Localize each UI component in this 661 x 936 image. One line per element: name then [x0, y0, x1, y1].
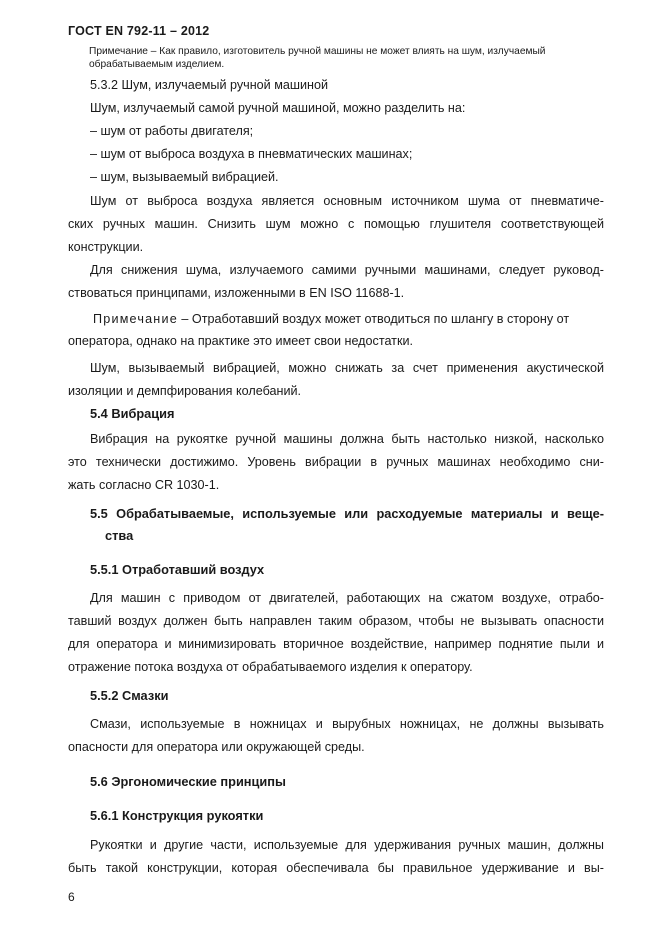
- paragraph-line: Смази, используемые в ножницах и вырубных ножницах, не должны вызывать: [90, 717, 604, 731]
- paragraph-line: ских ручных машин. Снизить шум можно с помощью глушителя соответствующей: [68, 217, 604, 231]
- note-manufacturer: Примечание – Как правило, изготовитель ручной машины не может влиять на шум, излучаемый обрабатываемым изделием.: [89, 46, 546, 70]
- section-5-4-title: 5.4 Вибрация: [90, 406, 175, 421]
- note-exhaust: [93, 308, 604, 331]
- list-item: – шум от выброса воздуха в пневматических машинах;: [90, 147, 413, 161]
- section-5-5-title: 5.5 Обрабатываемые, используемые или расходуемые материалы и веще-: [90, 506, 604, 521]
- paragraph-line: быть такой конструкции, которая обеспечивала бы правильное удерживание и вы-: [68, 861, 604, 875]
- section-5-3-2-title: 5.3.2 Шум, излучаемый ручной машиной: [90, 78, 328, 92]
- paragraph-line: опасности для оператора или окружающей среды.: [68, 740, 365, 754]
- paragraph-line: Рукоятки и другие части, используемые для удерживания ручных машин, должны: [90, 838, 604, 852]
- section-5-5-1-title: 5.5.1 Отработавший воздух: [90, 562, 265, 577]
- paragraph-line: Для машин с приводом от двигателей, работающих на сжатом воздухе, отрабо-: [90, 591, 604, 605]
- section-5-5-title-cont: ства: [105, 528, 134, 543]
- list-item: – шум, вызываемый вибрацией.: [90, 170, 279, 184]
- paragraph-line: Шум, вызываемый вибрацией, можно снижать за счет применения акустической: [90, 361, 604, 375]
- section-5-6-title: 5.6 Эргономические принципы: [90, 774, 286, 789]
- paragraph-line: Вибрация на рукоятке ручной машины должна быть настолько низкой, насколько: [90, 432, 604, 446]
- paragraph-line: отражение потока воздуха от обрабатываемого изделия к оператору.: [68, 660, 473, 674]
- section-5-6-1-title: 5.6.1 Конструкция рукоятки: [90, 808, 264, 823]
- paragraph-line: конструкции.: [68, 240, 144, 254]
- paragraph-line: Шум от выброса воздуха является основным источником шума от пневматиче-: [90, 194, 604, 208]
- paragraph-line: тавший воздух должен быть направлен таким образом, чтобы не вызывать опасности: [68, 614, 604, 628]
- paragraph-line: изоляции и демпфирования колебаний.: [68, 384, 302, 398]
- paragraph-line: ствоваться принципами, изложенными в EN ISO 11688-1.: [68, 286, 405, 300]
- section-5-3-2-intro: Шум, излучаемый самой ручной машиной, можно разделить на:: [90, 101, 466, 115]
- note-text: – Отработавший воздух может отводиться по шлангу в сторону от: [177, 312, 570, 326]
- paragraph-line: это технически достижимо. Уровень вибрации в ручных машинах необходимо сни-: [68, 455, 604, 469]
- list-item: – шум от работы двигателя;: [90, 124, 254, 138]
- note-exhaust-line-2: оператора, однако на практике это имеет свои недостатки.: [68, 334, 413, 348]
- paragraph-line: для оператора и минимизировать вторичное воздействие, например поднятие пыли и: [68, 637, 604, 651]
- note-label: Примечание: [93, 312, 178, 326]
- section-5-5-2-title: 5.5.2 Смазки: [90, 688, 169, 703]
- paragraph-line: жать согласно CR 1030-1.: [68, 478, 220, 492]
- paragraph-line: Для снижения шума, излучаемого самими ручными машинами, следует руковод-: [90, 263, 604, 277]
- document-header: ГОСТ EN 792-11 – 2012: [68, 24, 210, 38]
- page-number: 6: [68, 890, 75, 904]
